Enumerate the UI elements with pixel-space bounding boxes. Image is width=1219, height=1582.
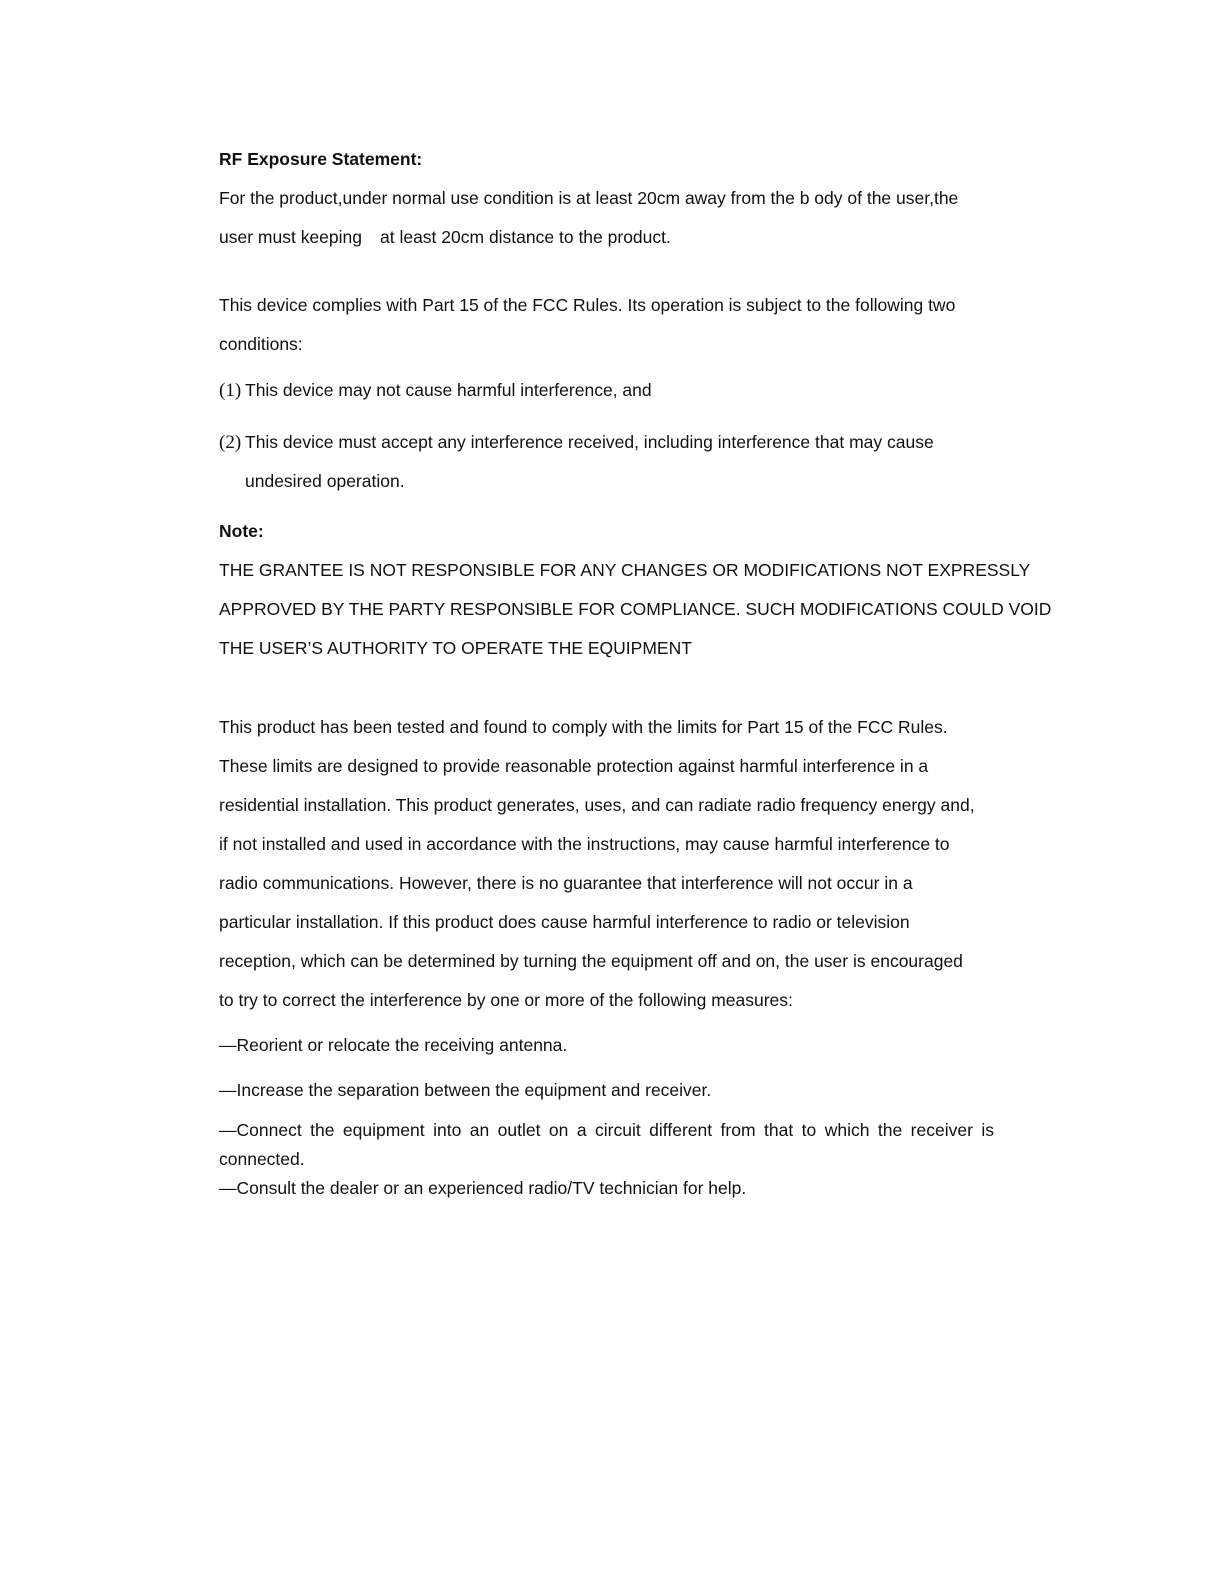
document-page (219, 140, 1052, 1203)
part15-line-5: radio communications. However, there is no guarantee that interference will not occur in a (219, 873, 913, 893)
measure-outlet: —Connect the equipment into an outlet on a circuit different from that to which the receiver is connected. (219, 1120, 994, 1169)
note-heading: Note: (219, 521, 264, 541)
measure-reorient: —Reorient or relocate the receiving antenna. (219, 1035, 568, 1055)
rf-exposure-line-1: For the product,under normal use condition is at least 20cm away from the b ody of the user,the (219, 188, 959, 208)
condition-item-1 (219, 371, 994, 410)
measure-dealer: —Consult the dealer or an experienced radio/TV technician for help. (219, 1178, 747, 1198)
rf-exposure-line-2a: user must keeping (219, 227, 362, 247)
rf-exposure-line-2b: at least 20cm distance to the product. (380, 227, 671, 247)
condition-text-2-continuation: undesired operation. (245, 471, 405, 491)
rf-exposure-heading: RF Exposure Statement: (219, 149, 423, 169)
fcc-compliance-line-2: conditions: (219, 334, 303, 354)
note-line-1: THE GRANTEE IS NOT RESPONSIBLE FOR ANY CHANGES OR MODIFICATIONS NOT EXPRESSLY (219, 560, 1031, 580)
part15-line-7: reception, which can be determined by turning the equipment off and on, the user is encouraged (219, 951, 963, 971)
rf-exposure-line-2 (219, 218, 994, 257)
note-line-3: THE USER’S AUTHORITY TO OPERATE THE EQUIPMENT (219, 638, 692, 658)
condition-number-1: (1) (219, 380, 242, 401)
condition-number-2: (2) (219, 432, 242, 453)
measure-separation: —Increase the separation between the equipment and receiver. (219, 1080, 712, 1100)
condition-text-2: This device must accept any interference received, including interference that may cause (245, 432, 934, 452)
part15-line-1: This product has been tested and found to comply with the limits for Part 15 of the FCC Rules. (219, 717, 948, 737)
part15-line-6: particular installation. If this product does cause harmful interference to radio or television (219, 912, 910, 932)
part15-line-8: to try to correct the interference by one or more of the following measures: (219, 990, 793, 1010)
part15-line-4: if not installed and used in accordance with the instructions, may cause harmful interference to (219, 834, 950, 854)
fcc-compliance-line-1: This device complies with Part 15 of the FCC Rules. Its operation is subject to the following two (219, 295, 956, 315)
note-line-2: APPROVED BY THE PARTY RESPONSIBLE FOR COMPLIANCE. SUCH MODIFICATIONS COULD VOID (219, 599, 1052, 619)
part15-line-3: residential installation. This product generates, uses, and can radiate radio frequency energy and, (219, 795, 975, 815)
condition-item-2 (219, 423, 994, 462)
condition-text-1: This device may not cause harmful interference, and (245, 380, 652, 400)
part15-line-2: These limits are designed to provide reasonable protection against harmful interference in a (219, 756, 929, 776)
